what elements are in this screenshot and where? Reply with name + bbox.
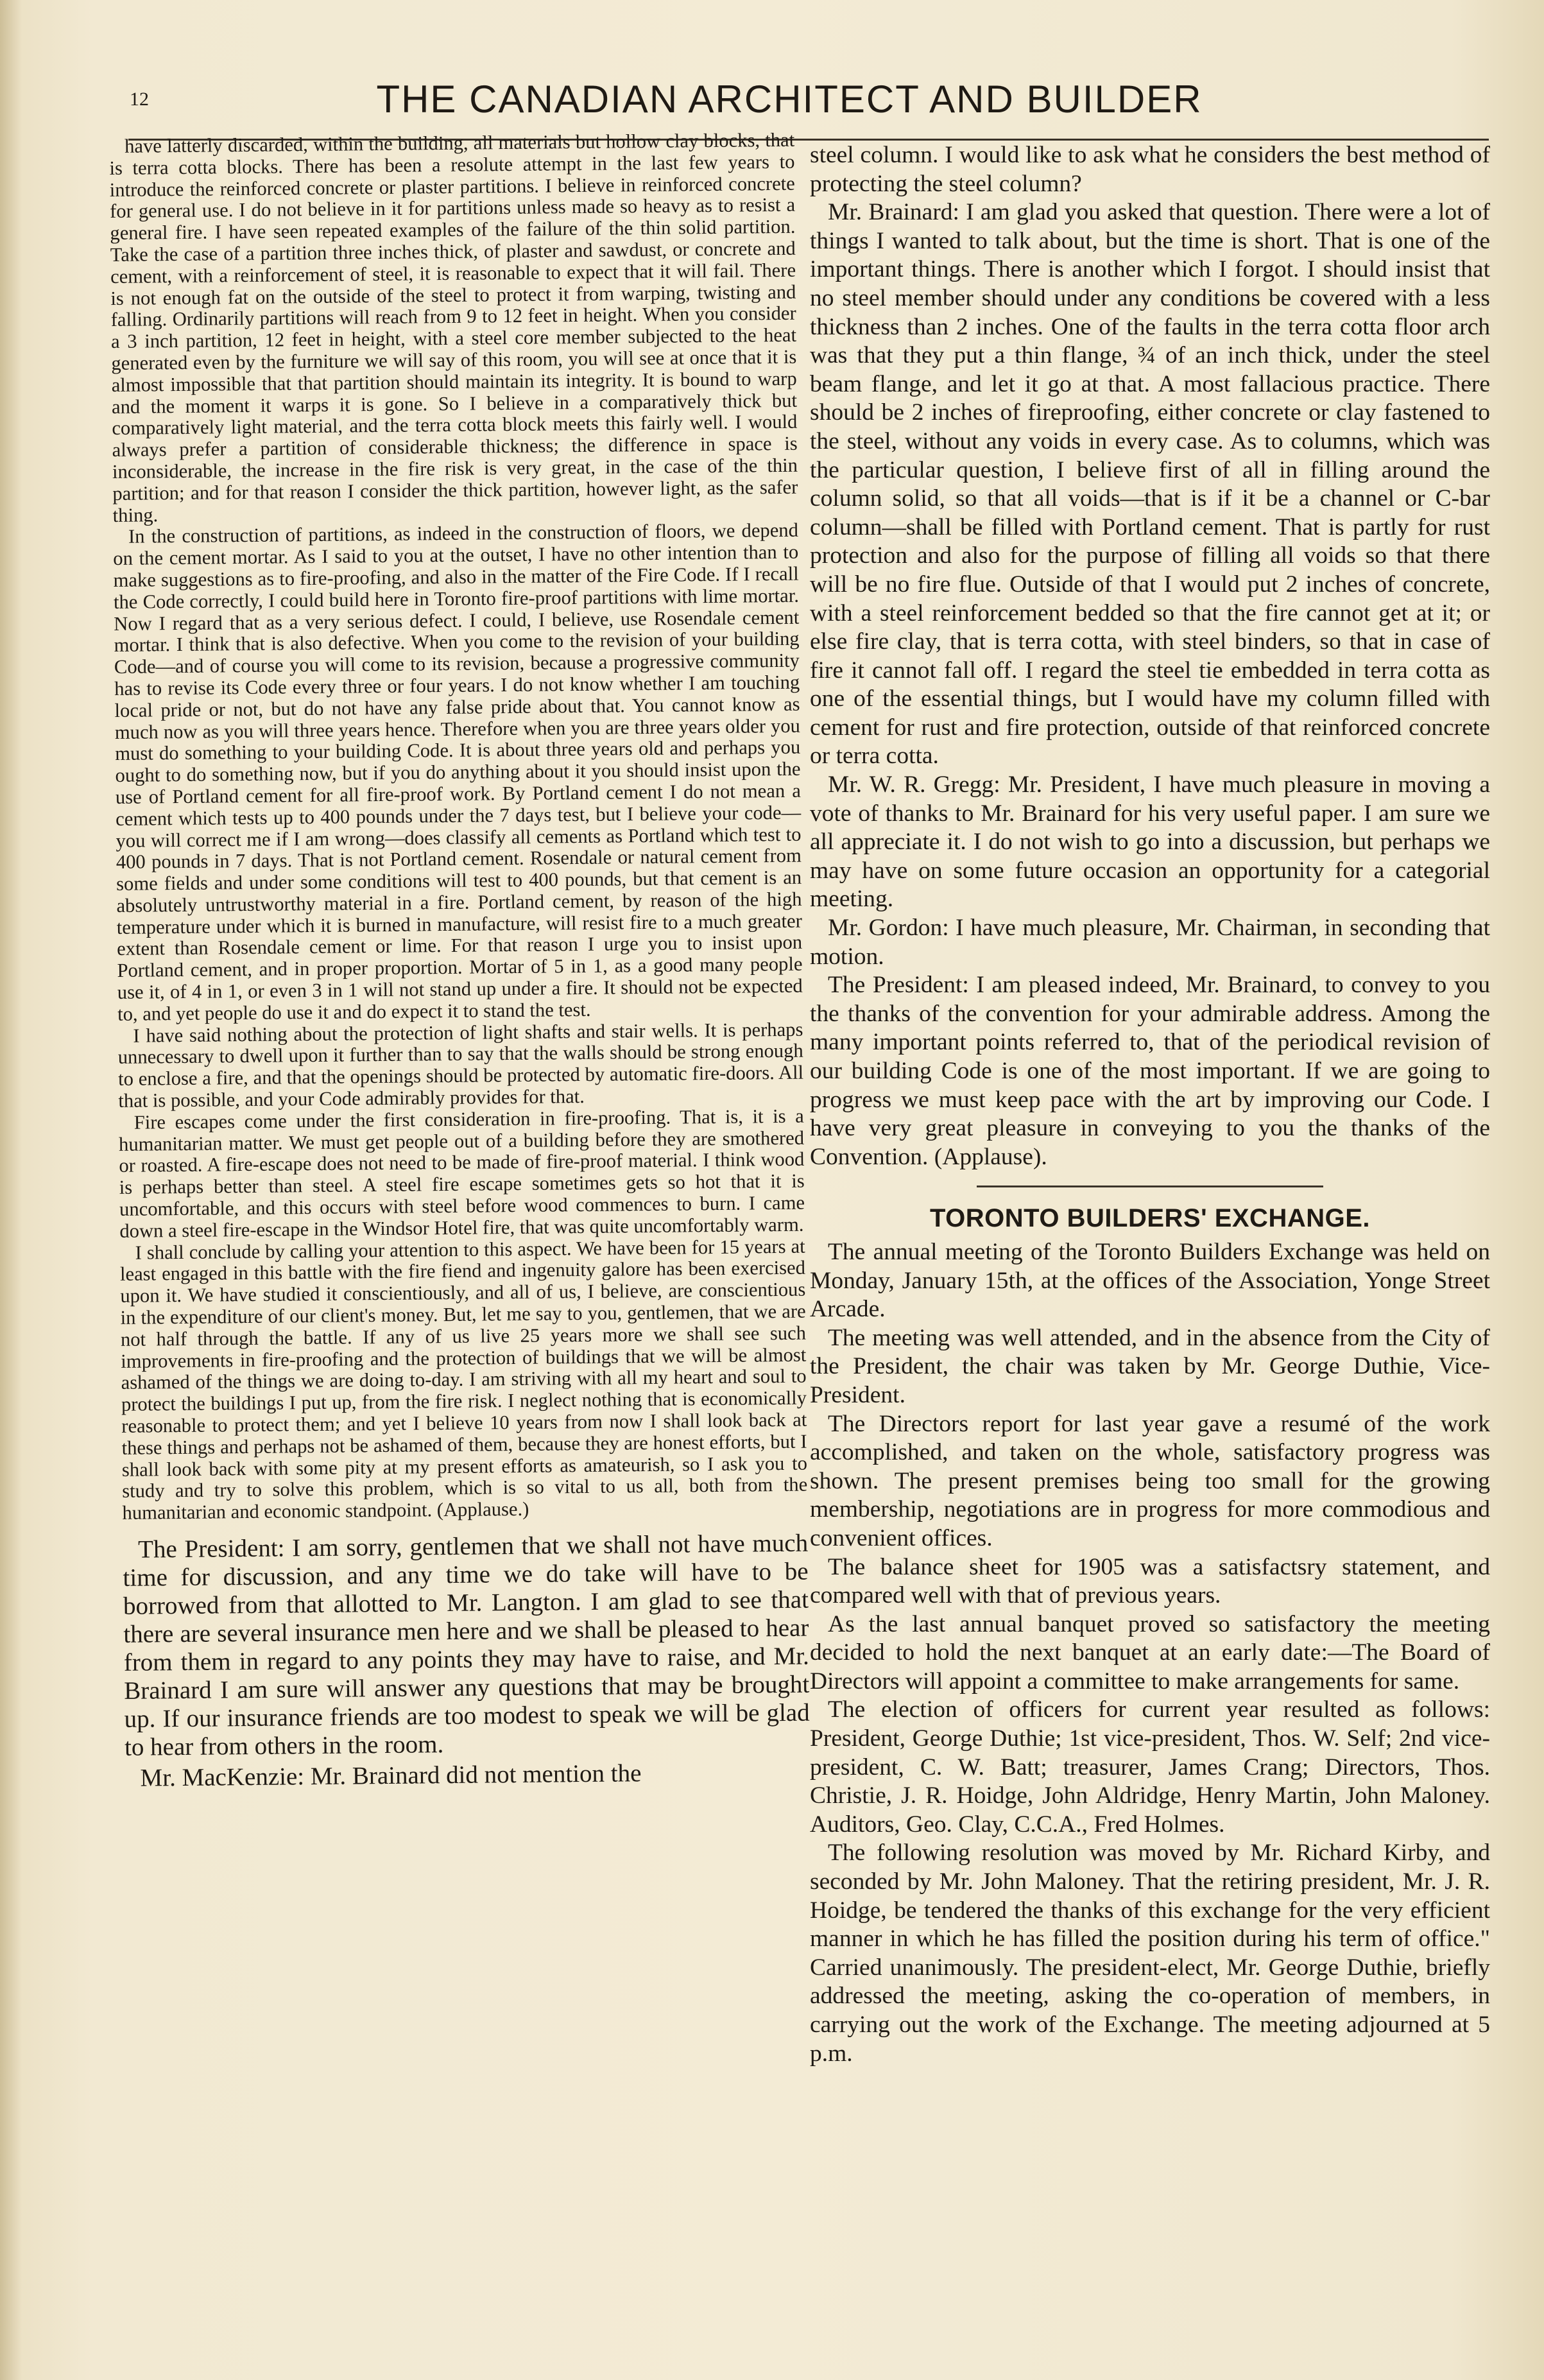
section-paragraph: The balance sheet for 1905 was a satisfactsry statement, and compared well with that of previous years. <box>810 1553 1490 1609</box>
section-paragraph: The meeting was well attended, and in the absence from the City of the President, the chair was taken by Mr. George Duthie, Vice-President. <box>810 1324 1490 1408</box>
body-paragraph: Mr. W. R. Gregg: Mr. President, I have much pleasure in moving a vote of thanks to Mr. Brainard for his very useful paper. I am sure we all appreciate it. I do not wish to go into a discussion, but perhaps we may have on some future occasion an opportunity for a categorial meeting. <box>810 772 1490 913</box>
body-paragraph: Fire escapes come under the first consideration in fire-proofing. That is, it is a humanitarian matter. We must get people out of a building before they are smothered or roasted. A fire-escape does not need to be made of fire-proof material. I think wood is perhaps better than steel. A steel fire escape sometimes gets so hot that it is uncomfortable, and this occurs with steel before wood commences to burn. I came down a steel fire-escape in the Windsor Hotel fire, that was quite uncomfortably warm. <box>118 1105 805 1242</box>
body-paragraph: steel column. I would like to ask what he considers the best method of protecting the steel column? <box>810 142 1490 197</box>
body-paragraph: I shall conclude by calling your attention to this aspect. We have been for 15 years at least engaged in this battle with the fire fiend and ingenuity galore has been exercised upon it. We have studied it conscientiously, and all of us, I believe, are conscientious in the expenditure of our client's money. But, let me say to you, gentlemen, that we are not half through the battle. If any of us live 25 years more we shall see such improvements in fire-proofing and the protection of buildings that we will be almost ashamed of the things we are doing to-day. I am striving with all my heart and soul to protect the buildings I put up, from the fire risk. I neglect nothing that is economically reasonable to protect them; and yet I believe 10 years from now I shall look back at these things and perhaps not be ashamed of them, because they are honest efforts, but I shall look back with some pity at my present efforts as amateurish, so I ask you to study and try to solve this problem, which is so vital to us all, both from the humanitarian and economic standpoint. (Applause.) <box>119 1235 808 1524</box>
body-paragraph: In the construction of partitions, as indeed in the construction of floors, we depend on the cement mortar. As I said to you at the outset, I have no other intention than to make suggestions as to fire-proofing, and also in the matter of the Fire Code. If I recall the Code correctly, I could build here in Toronto fire-proof partitions with lime mortar. Now I regard that as a very serious defect. I could, I believe, use Rosendale cement mortar. I think that is also defective. When you come to the revision of your building Code—and of course you will come to its revision, because a progressive community has to revise its Code every three or four years. I do not know whether I am touching local pride or not, but do not have any false pride about that. You cannot know as much now as you will three years hence. Therefore when you are three years older you must do something to your building Code. It is about three years old and perhaps you ought to do something now, but if you do anything about it you should insist upon the use of Portland cement for all fire-proof work. By Portland cement I do not mean a cement which tests up to 400 pounds under the 7 days test, but I believe your code—you will correct me if I am wrong—does classify all cements as Portland which test to 400 pounds in 7 days. That is not Portland cement. Rosendale or natural cement from some fields and under some conditions will test to 400 pounds, but that cement is an absolutely untrustworthy material in a fire. Portland cement, by reason of the high temperature under which it is burned in manufacture, will resist fire to a much greater extent than Rosendale cement or lime. For that reason I urge you to insist upon Portland cement, and in proper proportion. Mortar of 5 in 1, as a good many people use it, of 4 in 1, or even 3 in 1 will not stand up under a fire. It should not be expected to, and yet people do use it and do expect it to stand the test. <box>113 519 803 1025</box>
section-title: TORONTO BUILDERS' EXCHANGE. <box>929 1204 1371 1233</box>
body-paragraph: Mr. Brainard: I am glad you asked that question. There were a lot of things I wanted to talk about, but the time is short. That is one of the important things. There is another which I forgot. I should insist that no steel member should under any conditions be covered with a less thickness than 2 inches. One of the faults in the terra cotta floor arch was that they put a thin flange, ¾ of an inch thick, under the steel beam flange, and let it go at that. A most fallacious practice. There should be 2 inches of fireproofing, either concrete or clay fastened to the steel, without any voids in every case. As to columns, which was the particular question, I believe first of all in filling around the column solid, so that all voids—that is if it be a channel or C-bar column—shall be filled with Portland cement. That is partly for rust protection and also for the purpose of filling all voids so that there will be no fire flue. Outside of that I would put 2 inches of concrete, with a steel reinforcement bedded so that the fire cannot get at it; or else fire clay, that is terra cotta, with steel binders, so that in case of fire it cannot fall off. I regard the steel tie embedded in terra cotta as one of the essential things, but I would have my column filled with cement for rust and fire protection, outside of that reinforced concrete or terra cotta. <box>810 199 1490 770</box>
section-paragraph: The annual meeting of the Toronto Builders Exchange was held on Monday, January 15th, at the offices of the Association, Yonge Street Arcade. <box>810 1238 1490 1323</box>
section-paragraph: The following resolution was moved by Mr. Richard Kirby, and seconded by Mr. John Maloney. That the retiring president, Mr. J. R. Hoidge, be tendered the thanks of this exchange for the very efficient manner in which he has filled the position during his term of office." Carried unanimously. The president-elect, Mr. George Duthie, briefly addressed the meeting, asking the co-operation of members, in carrying out the work of the Exchange. The meeting adjourned at 5 p.m. <box>810 1840 1490 2067</box>
discussion-paragraph: The President: I am sorry, gentlemen that we shall not have much time for discussion, and any time we do take will have to be borrowed from that allotted to Mr. Langton. I am glad to see that there are several insurance men here and we shall be pleased to hear from them in regard to any points they may have to raise, and Mr. Brainard I am sure will answer any questions that may be brought up. If our insurance friends are too modest to speak we will be glad to hear from others in the room. <box>123 1529 810 1761</box>
discussion-paragraph: Mr. MacKenzie: Mr. Brainard did not mention the <box>140 1759 642 1792</box>
body-paragraph: have latterly discarded, within the building, all materials but hollow clay blocks, that is terra cotta blocks. There has been a resolute attempt in the last few years to introduce the reinforced concrete or plaster partitions. I believe in reinforced concrete for general use. I do not believe in it for partitions unless made so heavy as to resist a general fire. I have seen repeated examples of the failure of the thin solid partition. Take the case of a partition three inches thick, of plaster and sawdust, or concrete and cement, with a reinforcement of steel, it is reasonable to expect that it will fail. There is not enough fat on the outside of the steel to protect it from warping, twisting and falling. Ordinarily partitions will reach from 9 to 12 feet in height. When you consider a 3 inch partition, 12 feet in height, with a steel core member subjected to the heat generated even by the furniture we will say of this room, you will see at once that it is almost impossible that that partition should maintain its integrity. It is bound to warp and the moment it warps it is gone. So I believe in a comparatively thick but comparatively light material, and the terra cotta block meets this fairly well. I would always prefer a partition of considerable thickness; the difference in space is inconsiderable, the increase in the fire risk is very great, in the case of the thin partition; and for that reason I consider the thick partition, however light, as the safer thing. <box>109 128 798 526</box>
section-paragraph: The election of officers for current year resulted as follows: President, George Duthie; 1st vice-president, Thos. W. Self; 2nd vice-president, C. W. Batt; treasurer, James Crang; Directors, Thos. Christie, J. R. Hoidge, John Aldridge, Henry Martin, John Maloney. Auditors, Geo. Clay, C.C.A., Fred Holmes. <box>810 1696 1490 1838</box>
body-paragraph: The President: I am pleased indeed, Mr. Brainard, to convey to you the thanks of the convention for your admirable address. Among the many important points referred to, that of the periodical revision of our building Code is one of the most important. If we are going to progress we must keep pace with the art by improving our Code. I have very great pleasure in conveying to you the thanks of the Convention. (Applause). <box>810 972 1490 1170</box>
body-paragraph: Mr. Gordon: I have much pleasure, Mr. Chairman, in seconding that motion. <box>810 915 1490 970</box>
page-header <box>90 77 1489 135</box>
right-column <box>810 141 1490 2068</box>
page-number: 12 <box>130 89 149 110</box>
left-column <box>109 130 811 1793</box>
section-paragraph: The Directors report for last year gave a resumé of the work accomplished, and taken on the whole, satisfactory progress was shown. The present premises being too small for the growing membership, negotiations are in progress for more commodious and convenient offices. <box>810 1410 1490 1551</box>
section-divider <box>977 1186 1323 1187</box>
section-paragraph: As the last annual banquet proved so satisfactory the meeting decided to hold the next banquet at an early date:—The Board of Directors will appoint a committee to make arrangements for same. <box>810 1610 1490 1694</box>
binding-shadow <box>0 0 22 2380</box>
body-paragraph: I have said nothing about the protection of light shafts and stair wells. It is perhaps unnecessary to dwell upon it further than to say that the walls should be strong enough to enclose a fire, and that the openings should be protected by automatic fire-doors. All that is possible, and your Code admirably provides for that. <box>117 1018 804 1112</box>
running-title: THE CANADIAN ARCHITECT AND BUILDER <box>376 78 1203 121</box>
